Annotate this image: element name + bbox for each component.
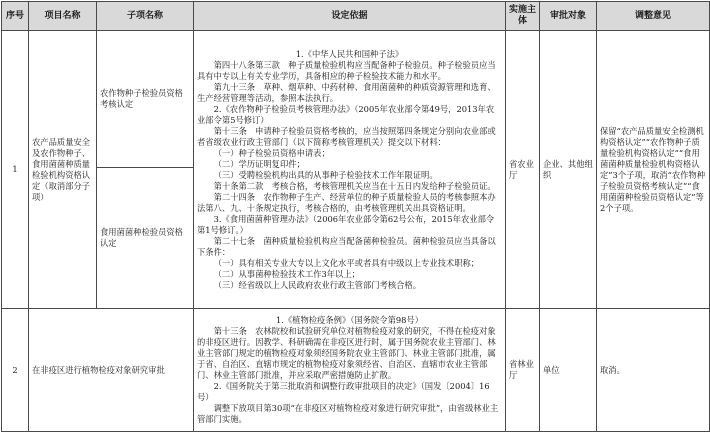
basis-line: 1.《中华人民共和国种子法》 xyxy=(295,48,404,59)
approval-target: 单位 xyxy=(540,309,597,432)
header-subject: 实施主体 xyxy=(506,2,540,31)
table-row xyxy=(2,309,710,432)
approval-items-table xyxy=(1,1,710,432)
basis-line: 2.《国务院关于第三批取消和调整行政审批项目的决定》（国发〔2004〕16号） xyxy=(197,381,490,402)
header-project: 项目名称 xyxy=(29,2,97,31)
basis-line: （三）受聘检验机构出具的从事种子检验技术工作年限证明。 xyxy=(213,169,438,180)
basis-text xyxy=(194,31,506,309)
basis-line: 第十三条 申请种子检验员资格考核的，应当按照第四条规定分别向农业部或者省级农业行政主管部门（以下简称考核管理机关）提交以下材料： xyxy=(197,125,496,147)
row-number: 1 xyxy=(2,31,29,309)
project-name: 在非疫区进行植物检疫对象研究审批 xyxy=(29,309,194,432)
basis-line: 第二十七条 菌种质量检验机构应当配备菌种检验员。菌种检验员应当具备以下条件： xyxy=(197,235,496,257)
table-row xyxy=(2,31,710,168)
sub-item-name: 农作物种子检验员资格考核认定 xyxy=(97,31,194,168)
basis-line: 第十条第二款 考核合格，考核管理机关应当在十五日内发给种子检验员证。 xyxy=(213,180,496,191)
implementing-body: 省林业厅 xyxy=(506,309,540,432)
basis-line: 3.《食用菌菌种管理办法》（2006年农业部令第62号公布，2015年农业部令第1号修订。） xyxy=(197,213,495,235)
header-sub: 子项名称 xyxy=(97,2,194,31)
basis-text xyxy=(194,309,506,432)
basis-line: （二）学历证明复印件； xyxy=(213,158,305,169)
header-target: 审批对象 xyxy=(540,2,597,31)
basis-line: 1.《植物检疫条例》（国务院令第98号） xyxy=(275,315,424,325)
approval-target: 企业、其他组织 xyxy=(540,31,597,309)
basis-line: （一）具有相关专业大专以上文化水平或者具有中级以上专业技术职称； xyxy=(213,257,480,268)
sub-item-name: 食用菌菌种检验员资格认定 xyxy=(97,168,194,309)
basis-line: 第四十八条第三款 种子质量检验机构应当配备种子检验员。种子检验员应当具有中专以上有关专业学历，具备相应的种子检验技术能力和水平。 xyxy=(197,59,496,81)
row-number: 2 xyxy=(2,309,29,432)
implementing-body: 省农业厅 xyxy=(506,31,540,309)
basis-line: 第十三条 农林院校和试验研究单位对植物检疫对象的研究，不得在检疫对象的非疫区进行。因教学、科研确需在非疫区进行时，属于国务院农业主管部门、林业主管部门规定的植物检疫对象须经国务院农业主管部门、林业主管部门批准，属于省、自治区、直辖市规定的植物检疫对象须经省、自治区、直辖市农业主管部门、林业主管部门批准，并应采取严密措施防止扩散。 xyxy=(197,326,496,380)
basis-line: 调整下放项目第30项“在非疫区对植物检疫对象进行研究审批”，由省级林业主管部门实施。 xyxy=(197,403,499,424)
adjustment-opinion: 保留“农产品质量安全检测机构资格认定”“农作物种子质量检验机构资格认定”“食用菌菌种质量检验机构资格认定”3个子项，取消“农作物种子检验员资格考核认定”“食用菌菌种检验员资格认定”等2个子项。 xyxy=(597,31,710,309)
header-opinion: 调整意见 xyxy=(597,2,710,31)
basis-line: 第二十四条 农作物种子生产、经营单位的种子质量检验人员的考核参照本办法第八、九、十条规定执行，考核合格的，由考核管理机关出具资格证明。 xyxy=(197,191,496,213)
header-row xyxy=(2,2,710,31)
project-name: 农产品质量安全及农作物种子、食用菌菌种质量检验机构资格认定（取消部分子项） xyxy=(29,31,97,309)
adjustment-opinion: 取消。 xyxy=(597,309,710,432)
basis-line: 第九十三条 草种、烟草种、中药材种、食用菌菌种的种质资源管理和选育、生产经营管理等活动，参照本法执行。 xyxy=(197,81,496,103)
header-no: 序号 xyxy=(2,2,29,31)
header-basis: 设定依据 xyxy=(194,2,506,31)
basis-line: 2.《农作物种子检验员考核管理办法》（2005年农业部令第49号，2013年农业部令第5号修订） xyxy=(197,103,495,125)
basis-line: （三）经省级以上人民政府农业行政主管部门考核合格。 xyxy=(213,279,422,290)
basis-line: （二）从事菌种检验技术工作3年以上； xyxy=(213,268,360,279)
basis-line: （一）种子检验员资格申请表； xyxy=(213,147,330,158)
